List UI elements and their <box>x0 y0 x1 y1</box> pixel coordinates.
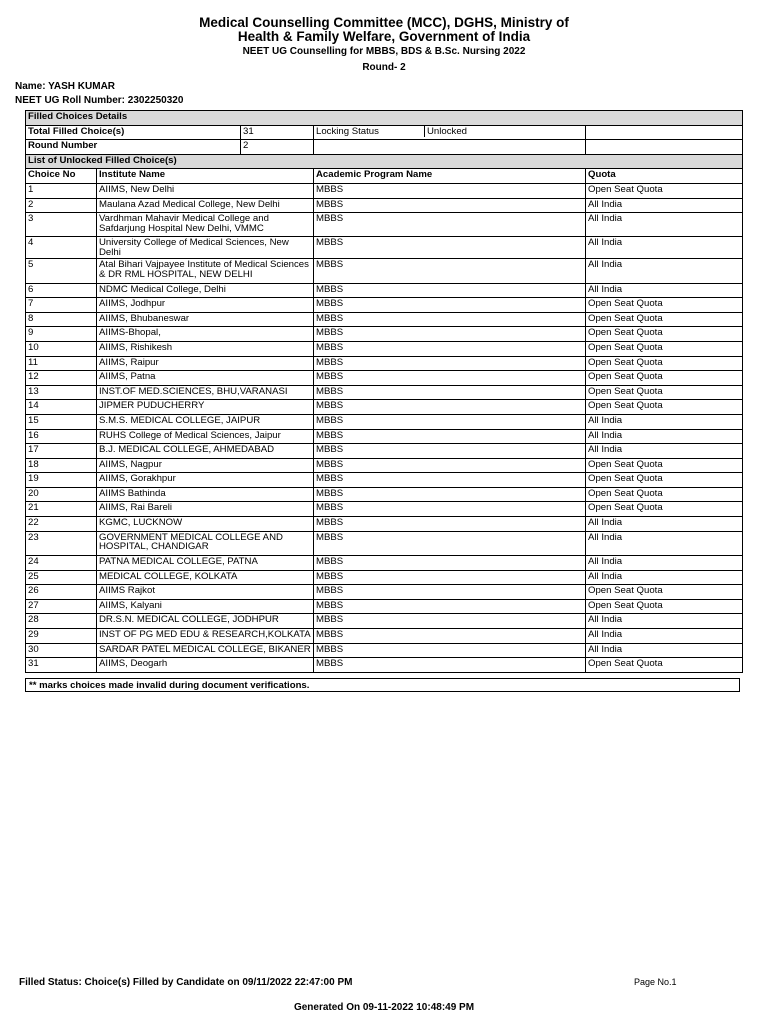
table-row <box>26 444 743 459</box>
choice-no: 6 <box>26 283 97 298</box>
table-row <box>26 327 743 342</box>
table-row <box>26 570 743 585</box>
total-filled-label: Total Filled Choice(s) <box>26 125 241 140</box>
round-number-value: 2 <box>241 140 314 155</box>
institute-name: AIIMS, Rai Bareli <box>97 502 314 517</box>
program-name: MBBS <box>314 517 586 532</box>
institute-name: Vardhman Mahavir Medical College and Safdarjung Hospital New Delhi, VMMC <box>97 213 314 237</box>
col-header-choice-no: Choice No <box>26 169 97 184</box>
institute-name: AIIMS-Bhopal, <box>97 327 314 342</box>
table-row <box>26 502 743 517</box>
choice-no: 20 <box>26 487 97 502</box>
col-header-program: Academic Program Name <box>314 169 586 184</box>
table-row <box>26 614 743 629</box>
table-row <box>26 283 743 298</box>
institute-name: AIIMS, Bhubaneswar <box>97 312 314 327</box>
institute-name: AIIMS, Kalyani <box>97 599 314 614</box>
program-name: MBBS <box>314 555 586 570</box>
choice-no: 1 <box>26 183 97 198</box>
choice-no: 29 <box>26 628 97 643</box>
program-name: MBBS <box>314 385 586 400</box>
quota: All India <box>586 444 743 459</box>
institute-name: MEDICAL COLLEGE, KOLKATA <box>97 570 314 585</box>
choice-no: 17 <box>26 444 97 459</box>
table-row <box>26 198 743 213</box>
table-row <box>26 371 743 386</box>
table-row <box>26 429 743 444</box>
table-row <box>26 473 743 488</box>
table-row <box>26 458 743 473</box>
col-header-quota: Quota <box>586 169 743 184</box>
choice-no: 5 <box>26 259 97 283</box>
section-header-row <box>26 111 743 126</box>
title-line-2: Health & Family Welfare, Government of India <box>237 29 531 44</box>
choices-table <box>25 110 743 673</box>
institute-name: AIIMS, Raipur <box>97 356 314 371</box>
institute-name: S.M.S. MEDICAL COLLEGE, JAIPUR <box>97 414 314 429</box>
empty-cell <box>586 125 743 140</box>
document-title <box>0 16 768 44</box>
institute-name: KGMC, LUCKNOW <box>97 517 314 532</box>
program-name: MBBS <box>314 643 586 658</box>
choice-no: 14 <box>26 400 97 415</box>
table-row <box>26 585 743 600</box>
program-name: MBBS <box>314 183 586 198</box>
summary-row-total <box>26 125 743 140</box>
table-row <box>26 312 743 327</box>
table-row <box>26 517 743 532</box>
round-label: Round- 2 <box>362 62 406 73</box>
institute-name: Atal Bihari Vajpayee Institute of Medical Sciences & DR RML HOSPITAL, NEW DELHI <box>97 259 314 283</box>
title-line-1: Medical Counselling Committee (MCC), DGHS, Ministry of <box>199 15 569 30</box>
filled-status: Filled Status: Choice(s) Filled by Candidate on 09/11/2022 22:47:00 PM <box>19 977 353 988</box>
locking-status-label: Locking Status <box>314 126 425 137</box>
table-row <box>26 298 743 313</box>
choice-no: 15 <box>26 414 97 429</box>
quota: All India <box>586 213 743 237</box>
institute-name: RUHS College of Medical Sciences, Jaipur <box>97 429 314 444</box>
choice-no: 7 <box>26 298 97 313</box>
program-name: MBBS <box>314 312 586 327</box>
institute-name: AIIMS, New Delhi <box>97 183 314 198</box>
invalid-choices-note: ** marks choices made invalid during document verifications. <box>25 678 740 692</box>
quota: Open Seat Quota <box>586 487 743 502</box>
choice-no: 11 <box>26 356 97 371</box>
institute-name: AIIMS, Nagpur <box>97 458 314 473</box>
institute-name: GOVERNMENT MEDICAL COLLEGE AND HOSPITAL, CHANDIGAR <box>97 531 314 555</box>
generated-on: Generated On 09-11-2022 10:48:49 PM <box>293 1002 475 1013</box>
program-name: MBBS <box>314 473 586 488</box>
quota: All India <box>586 628 743 643</box>
quota: Open Seat Quota <box>586 356 743 371</box>
page-number: Page No.1 <box>634 977 677 987</box>
choice-no: 18 <box>26 458 97 473</box>
program-name: MBBS <box>314 458 586 473</box>
quota: All India <box>586 259 743 283</box>
table-row <box>26 237 743 259</box>
table-row <box>26 658 743 673</box>
institute-name: INST.OF MED.SCIENCES, BHU,VARANASI <box>97 385 314 400</box>
program-name: MBBS <box>314 614 586 629</box>
quota: All India <box>586 283 743 298</box>
empty-cell <box>314 140 586 155</box>
choice-no: 9 <box>26 327 97 342</box>
table-row <box>26 400 743 415</box>
quota: Open Seat Quota <box>586 298 743 313</box>
institute-name: University College of Medical Sciences, New Delhi <box>97 237 314 259</box>
institute-name: AIIMS, Deogarh <box>97 658 314 673</box>
list-title: List of Unlocked Filled Choice(s) <box>26 154 743 169</box>
summary-row-round <box>26 140 743 155</box>
quota: Open Seat Quota <box>586 327 743 342</box>
quota: All India <box>586 531 743 555</box>
choice-no: 4 <box>26 237 97 259</box>
program-name: MBBS <box>314 356 586 371</box>
quota: Open Seat Quota <box>586 473 743 488</box>
institute-name: AIIMS, Patna <box>97 371 314 386</box>
institute-name: AIIMS, Rishikesh <box>97 341 314 356</box>
institute-name: AIIMS Bathinda <box>97 487 314 502</box>
table-row <box>26 531 743 555</box>
quota: Open Seat Quota <box>586 341 743 356</box>
table-row <box>26 259 743 283</box>
program-name: MBBS <box>314 599 586 614</box>
total-filled-value: 31 <box>241 125 314 140</box>
table-row <box>26 356 743 371</box>
program-name: MBBS <box>314 531 586 555</box>
choice-no: 24 <box>26 555 97 570</box>
choice-no: 8 <box>26 312 97 327</box>
quota: Open Seat Quota <box>586 585 743 600</box>
institute-name: NDMC Medical College, Delhi <box>97 283 314 298</box>
quota: All India <box>586 237 743 259</box>
institute-name: PATNA MEDICAL COLLEGE, PATNA <box>97 555 314 570</box>
institute-name: AIIMS, Jodhpur <box>97 298 314 313</box>
quota: Open Seat Quota <box>586 658 743 673</box>
program-name: MBBS <box>314 259 586 283</box>
choice-no: 31 <box>26 658 97 673</box>
quota: Open Seat Quota <box>586 385 743 400</box>
program-name: MBBS <box>314 570 586 585</box>
program-name: MBBS <box>314 585 586 600</box>
institute-name: DR.S.N. MEDICAL COLLEGE, JODHPUR <box>97 614 314 629</box>
round-number-label: Round Number <box>26 140 241 155</box>
roll-number: NEET UG Roll Number: 2302250320 <box>15 95 184 106</box>
institute-name: AIIMS Rajkot <box>97 585 314 600</box>
table-row <box>26 213 743 237</box>
choice-no: 19 <box>26 473 97 488</box>
choice-no: 16 <box>26 429 97 444</box>
program-name: MBBS <box>314 658 586 673</box>
table-row <box>26 643 743 658</box>
choice-no: 27 <box>26 599 97 614</box>
empty-cell <box>586 140 743 155</box>
choice-no: 13 <box>26 385 97 400</box>
choice-no: 26 <box>26 585 97 600</box>
quota: All India <box>586 517 743 532</box>
choice-no: 21 <box>26 502 97 517</box>
program-name: MBBS <box>314 628 586 643</box>
program-name: MBBS <box>314 298 586 313</box>
table-row <box>26 599 743 614</box>
quota: Open Seat Quota <box>586 400 743 415</box>
institute-name: AIIMS, Gorakhpur <box>97 473 314 488</box>
table-row <box>26 628 743 643</box>
quota: All India <box>586 614 743 629</box>
choice-no: 23 <box>26 531 97 555</box>
program-name: MBBS <box>314 283 586 298</box>
quota: Open Seat Quota <box>586 502 743 517</box>
program-name: MBBS <box>314 371 586 386</box>
program-name: MBBS <box>314 327 586 342</box>
quota: Open Seat Quota <box>586 312 743 327</box>
institute-name: JIPMER PUDUCHERRY <box>97 400 314 415</box>
program-name: MBBS <box>314 444 586 459</box>
quota: All India <box>586 414 743 429</box>
institute-name: INST OF PG MED EDU & RESEARCH,KOLKATA <box>97 628 314 643</box>
table-row <box>26 487 743 502</box>
section-title: Filled Choices Details <box>26 111 743 126</box>
choice-no: 22 <box>26 517 97 532</box>
choice-no: 3 <box>26 213 97 237</box>
table-row <box>26 183 743 198</box>
candidate-name: Name: YASH KUMAR <box>15 81 116 92</box>
locking-status-value: Unlocked <box>427 125 467 137</box>
table-row <box>26 341 743 356</box>
quota: All India <box>586 570 743 585</box>
program-name: MBBS <box>314 487 586 502</box>
choice-no: 30 <box>26 643 97 658</box>
program-name: MBBS <box>314 198 586 213</box>
program-name: MBBS <box>314 400 586 415</box>
quota: All India <box>586 429 743 444</box>
document-subtitle: NEET UG Counselling for MBBS, BDS & B.Sc. Nursing 2022 <box>242 46 526 57</box>
program-name: MBBS <box>314 237 586 259</box>
choice-no: 28 <box>26 614 97 629</box>
quota: All India <box>586 555 743 570</box>
institute-name: B.J. MEDICAL COLLEGE, AHMEDABAD <box>97 444 314 459</box>
quota: All India <box>586 643 743 658</box>
program-name: MBBS <box>314 429 586 444</box>
quota: Open Seat Quota <box>586 599 743 614</box>
program-name: MBBS <box>314 341 586 356</box>
quota: All India <box>586 198 743 213</box>
table-row <box>26 555 743 570</box>
choice-no: 25 <box>26 570 97 585</box>
locking-status-cell <box>314 125 586 140</box>
quota: Open Seat Quota <box>586 458 743 473</box>
choice-no: 12 <box>26 371 97 386</box>
choice-no: 10 <box>26 341 97 356</box>
institute-name: Maulana Azad Medical College, New Delhi <box>97 198 314 213</box>
quota: Open Seat Quota <box>586 183 743 198</box>
column-header-row <box>26 169 743 184</box>
table-row <box>26 414 743 429</box>
list-header-row <box>26 154 743 169</box>
col-header-institute: Institute Name <box>97 169 314 184</box>
choice-no: 2 <box>26 198 97 213</box>
program-name: MBBS <box>314 414 586 429</box>
program-name: MBBS <box>314 213 586 237</box>
table-row <box>26 385 743 400</box>
institute-name: SARDAR PATEL MEDICAL COLLEGE, BIKANER <box>97 643 314 658</box>
quota: Open Seat Quota <box>586 371 743 386</box>
program-name: MBBS <box>314 502 586 517</box>
